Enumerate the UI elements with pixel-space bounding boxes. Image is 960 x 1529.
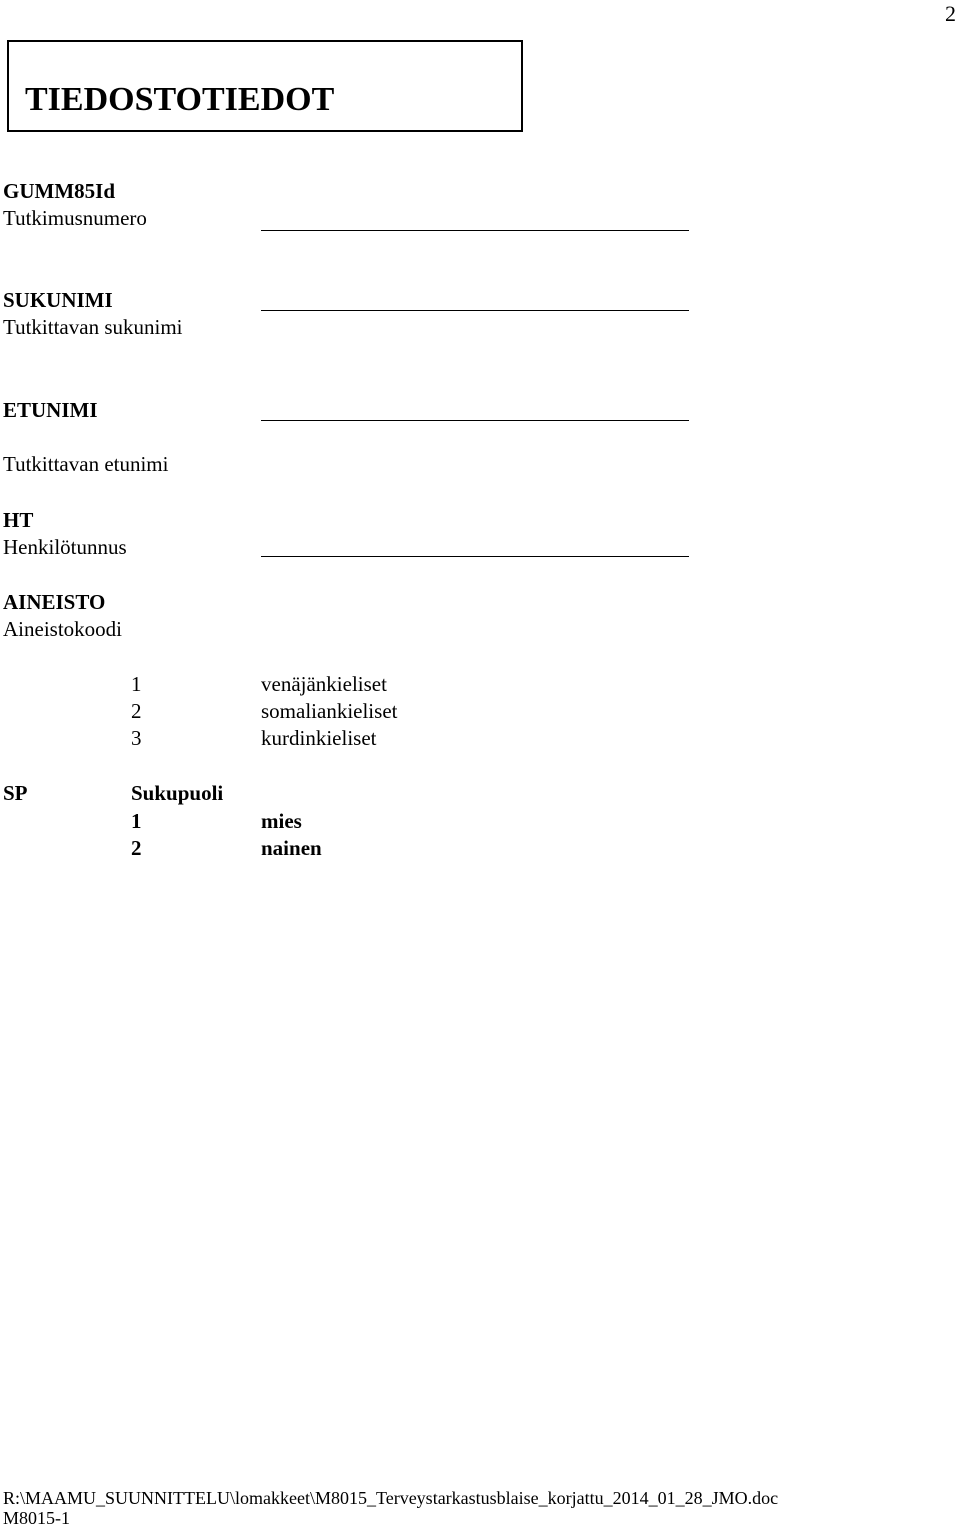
footer-file-path: R:\MAAMU_SUUNNITTELU\lomakkeet\M8015_Terveystarkastusblaise_korjattu_2014_01_28_JMO.doc [3,1488,779,1508]
sp-option-text: mies [261,809,302,833]
henkilotunnus-fill-line[interactable] [261,556,689,557]
page-number: 2 [945,1,956,26]
aineisto-option-value: 2 [131,699,142,723]
field-code-gumm85id: GUMM85Id [3,179,115,203]
sp-option-text: nainen [261,836,322,860]
page-title: TIEDOSTOTIEDOT [25,81,335,118]
aineisto-option-text: kurdinkieliset [261,726,377,750]
field-code-etunimi: ETUNIMI [3,398,98,422]
tutkimusnumero-fill-line[interactable] [261,230,689,231]
field-label-sukupuoli: Sukupuoli [131,781,224,805]
field-label-aineistokoodi: Aineistokoodi [3,617,122,641]
sp-option-value: 2 [131,836,142,860]
field-code-sp: SP [3,781,28,805]
field-code-aineisto: AINEISTO [3,590,106,614]
aineisto-option-value: 1 [131,672,142,696]
aineisto-option-text: somaliankieliset [261,699,398,723]
field-code-ht: HT [3,508,34,532]
aineisto-option-text: venäjänkieliset [261,672,387,696]
field-label-sukunimi: Tutkittavan sukunimi [3,315,183,339]
footer-form-code: M8015-1 [3,1508,70,1528]
etunimi-fill-line[interactable] [261,420,689,421]
field-code-sukunimi: SUKUNIMI [3,288,113,312]
field-label-tutkimusnumero: Tutkimusnumero [3,206,147,230]
aineisto-option-value: 3 [131,726,142,750]
title-box [7,40,523,132]
sukunimi-fill-line[interactable] [261,310,689,311]
field-label-etunimi: Tutkittavan etunimi [3,452,169,476]
sp-option-value: 1 [131,809,142,833]
field-label-henkilotunnus: Henkilötunnus [3,535,127,559]
